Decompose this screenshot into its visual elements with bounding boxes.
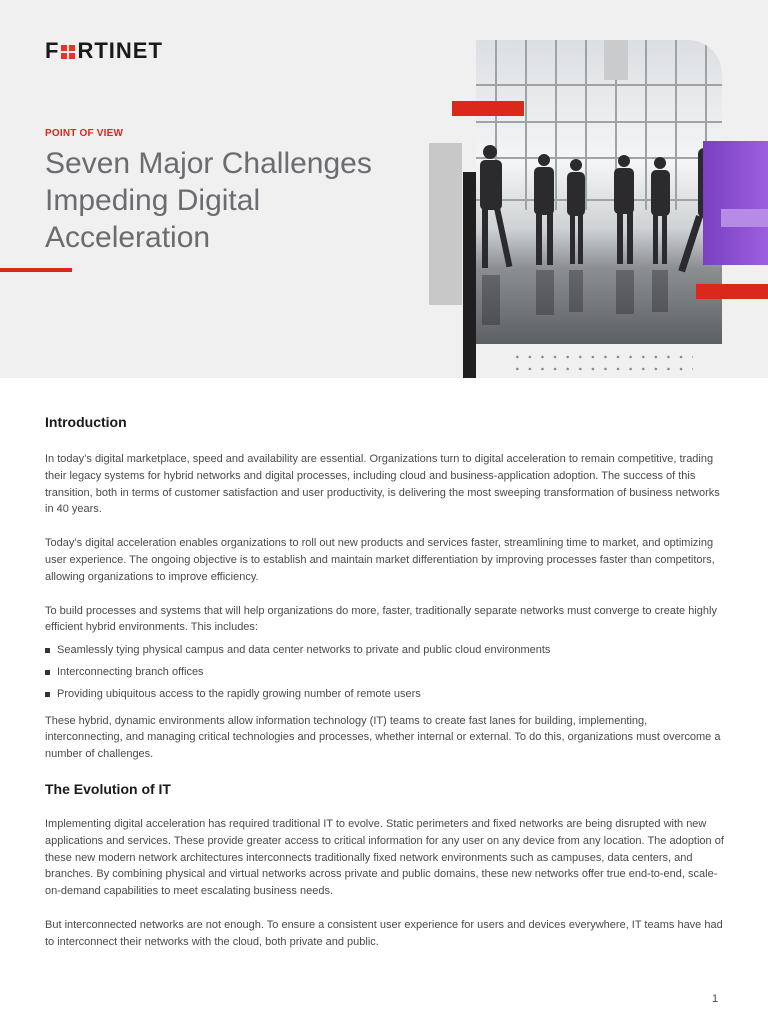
hero-banner (0, 0, 768, 378)
office-people-illustration (476, 40, 722, 344)
window-frames (476, 40, 722, 210)
decorative-black-bar (463, 172, 476, 378)
floor-reflections (482, 270, 668, 325)
evolution-paragraph-1: Implementing digital acceleration has required traditional IT to evolve. Static perimeters and fixed networks are being disrupted with new applications and services. These provide greater access to critical information for any user on any device from any location. The adoption of these new modern network architectures interconnects traditionally fixed network environments such as campuses, data centers, and branches. By combining physical and virtual networks across private and public domains, these new networks offer true end-to-end, scale-on-demand capabilities to meet escalating business needs. (45, 817, 724, 898)
fortinet-logo[interactable] (45, 38, 163, 64)
list-item: Seamlessly tying physical campus and data center networks to private and public cloud environments (45, 642, 725, 659)
page-number: 1 (712, 993, 719, 1005)
bullet-list (45, 642, 725, 702)
article-body (45, 414, 725, 951)
logo-letter: F (45, 38, 60, 63)
intro-paragraph-4: These hybrid, dynamic environments allow information technology (IT) teams to create fast lanes for building, implementing, interconnecting, and managing critical technologies and processes, whether internal or external. To do this, organizations must overcome a number of challenges. (45, 714, 721, 761)
section-heading-introduction: Introduction (45, 414, 127, 430)
people-silhouettes (480, 145, 722, 272)
list-item: Providing ubiquitous access to the rapidly growing number of remote users (45, 686, 725, 703)
decorative-red-bar-right (696, 284, 768, 299)
evolution-paragraph-2: But interconnected networks are not enough. To ensure a consistent user experience for users and devices everywhere, IT teams have had to interconnect their networks with the cloud, both private and public. (45, 918, 723, 948)
decorative-grey-bar (429, 143, 462, 305)
eyebrow-label: POINT OF VIEW (45, 128, 124, 139)
decorative-red-bar-top (452, 101, 524, 116)
intro-paragraph-2: Today’s digital acceleration enables organizations to roll out new products and services faster, streamlining time to market, and optimizing user experience. The ongoing objective is to establish and maintain market differentiation by improving processes faster than competitors, allowing organizations to improve efficiency. (45, 537, 715, 583)
logo-grid-icon (61, 45, 75, 59)
page-title: Seven Major Challenges Impeding Digital Acceleration (45, 147, 372, 254)
list-item: Interconnecting branch offices (45, 664, 725, 681)
intro-paragraph-3: To build processes and systems that will help organizations do more, faster, traditionally separate networks must converge to create highly efficient hybrid environments. This includes: (45, 604, 717, 634)
hero-photo (476, 40, 722, 344)
logo-wordmark: RTINET (77, 38, 163, 63)
title-accent-rule (0, 268, 72, 272)
decorative-purple-block (703, 141, 768, 265)
decorative-dot-grid (511, 351, 693, 379)
ceiling-fixture (604, 40, 628, 80)
decorative-purple-strip (721, 209, 768, 227)
intro-paragraph-1: In today’s digital marketplace, speed and availability are essential. Organizations turn to digital acceleration to remain competitive, trading their legacy systems for hybrid networks and digital processes, including cloud and business-application adoption. The success of this transition, both in terms of customer satisfaction and user productivity, is delivering the most sweeping transformation of business networks in 40 years. (45, 453, 720, 516)
section-heading-evolution: The Evolution of IT (45, 780, 171, 797)
